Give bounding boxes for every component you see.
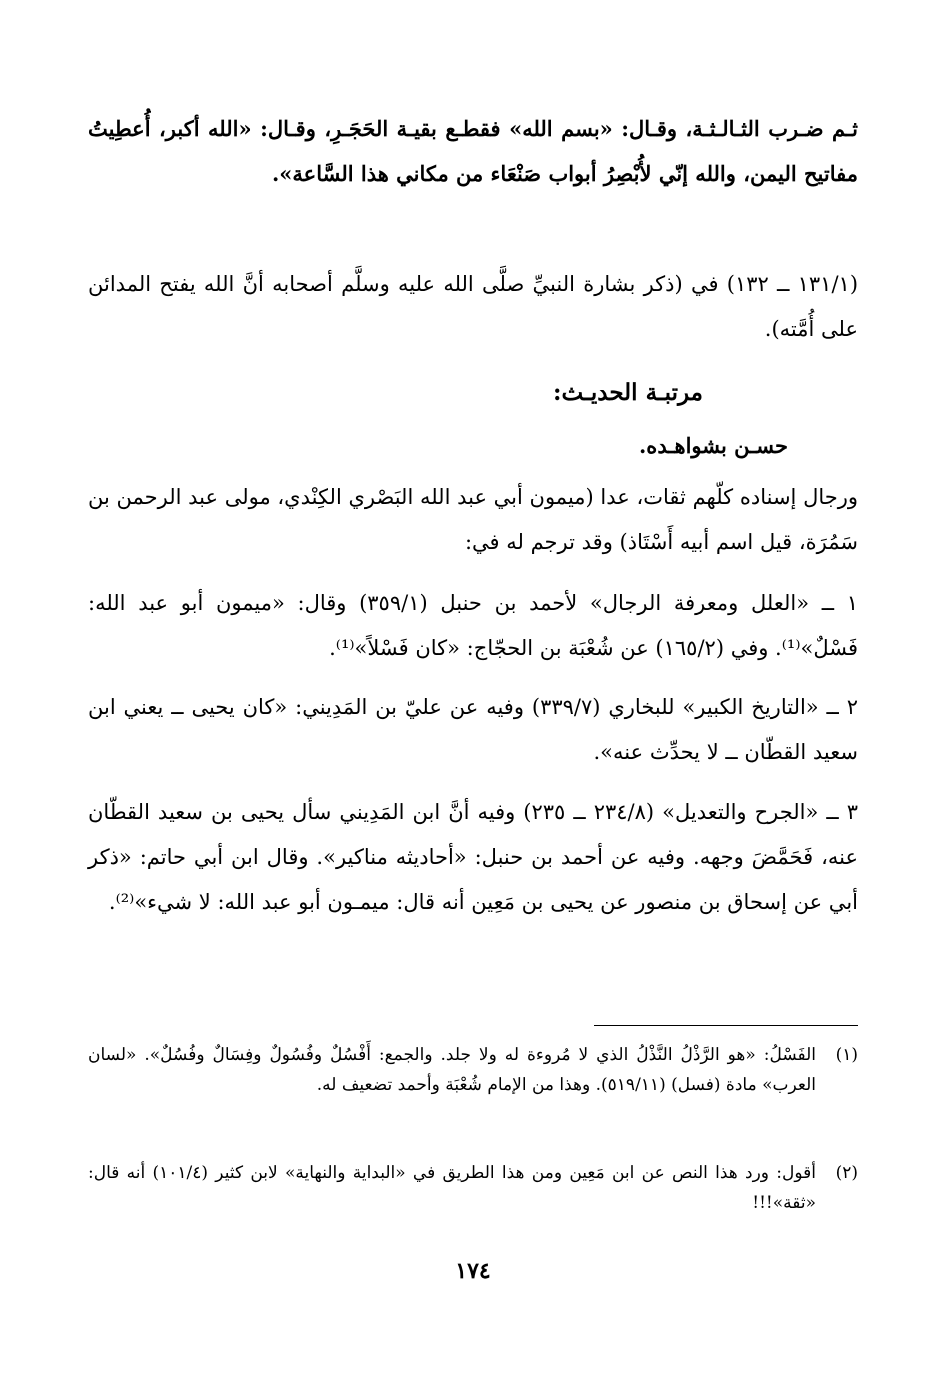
footnote-text: الفَسْلُ: «هو الرَّذْلُ النَّذْلُ الذي لا مُروءة له ولا جلد. والجمع: أَفْسُلٌ وفُسُولٌ وفِسَالٌ وفُسُلٌ». «لسان العرب» مادة (فسل) (٥١٩/١١). وهذا من الإمام شُعْبَة وأحمد تضعيف له. xyxy=(88,1045,816,1095)
footnote-separator xyxy=(594,1025,858,1026)
narrators-paragraph: ورجال إسناده كلّهم ثقات، عدا (ميمون أبي عبد الله البَصْري الكِنْدي، مولى عبد الرحمن بن سَمُرَة، قيل اسم أبيه أَسْتَاذ) وقد ترجم له في: xyxy=(88,485,858,554)
footnote-text: أقول: ورد هذا النص عن ابن مَعِين ومن هذا الطريق في «البداية والنهاية» لابن كثير (١٠١/٤) أنه قال: «ثقة»!!! xyxy=(88,1163,816,1213)
section-heading: مرتبـة الحديـث: xyxy=(553,379,703,406)
footnote-number: (٢) xyxy=(835,1163,858,1183)
footnote-1 xyxy=(88,1040,858,1100)
hadith-text: ثـم ضـرب الثـالـثـة، وقـال: «بسم الله» فقطـع بقيـة الحَجَـرِ، وقـال: «الله أكبر، أُعطِيتُ مفاتيح اليمن، والله إنّي لأُبْصِرُ أبواب صَنْعَاء من مكاني هذا السَّاعة». xyxy=(88,116,858,186)
footnote-number: (١) xyxy=(835,1045,858,1065)
biography-source-2: ٢ ــ «التاريخ الكبير» للبخاري (٣٣٩/٧) وفيه عن عليّ بن المَدِيني: «كان يحيى ــ يعني ابن سعيد القطّان ــ لا يحدِّث عنه». xyxy=(88,695,859,764)
biography-source-1: ١ ــ «العلل ومعرفة الرجال» لأحمد بن حنبل (٣٥٩/١) وقال: «ميمون أبو عبد الله: فَسْلٌ»⁽¹⁾. وفي (١٦٥/٢) عن شُعْبَة بن الحجّاج: «كان فَسْلاً»⁽¹⁾. xyxy=(88,591,858,660)
book-page xyxy=(88,100,858,1350)
footnote-2 xyxy=(88,1158,858,1218)
biography-source-3: ٣ ــ «الجرح والتعديل» (٢٣٤/٨ ــ ٢٣٥) وفيه أنَّ ابن المَدِيني سأل يحيى بن سعيد القطّان عنه، فَحَمَّضَ وجهه. وفيه عن أحمد بن حنبل: «أحاديثه مناكير». وقال ابن أبي حاتم: «ذكر أبي عن إسحاق بن منصور عن يحيى بن مَعِين أنه قال: ميمـون أبو عبد الله: لا شيء»⁽²⁾. xyxy=(88,800,858,914)
hadith-grade: حسـن بشواهـده. xyxy=(639,433,788,458)
page-number: ١٧٤ xyxy=(455,1258,491,1284)
source-reference: (١٣١/١ ــ ١٣٢) في (ذكر بشارة النبيِّ صلَّى الله عليه وسلَّم أصحابه أنَّ الله يفتح المدائن على أُمَّته). xyxy=(88,272,859,341)
